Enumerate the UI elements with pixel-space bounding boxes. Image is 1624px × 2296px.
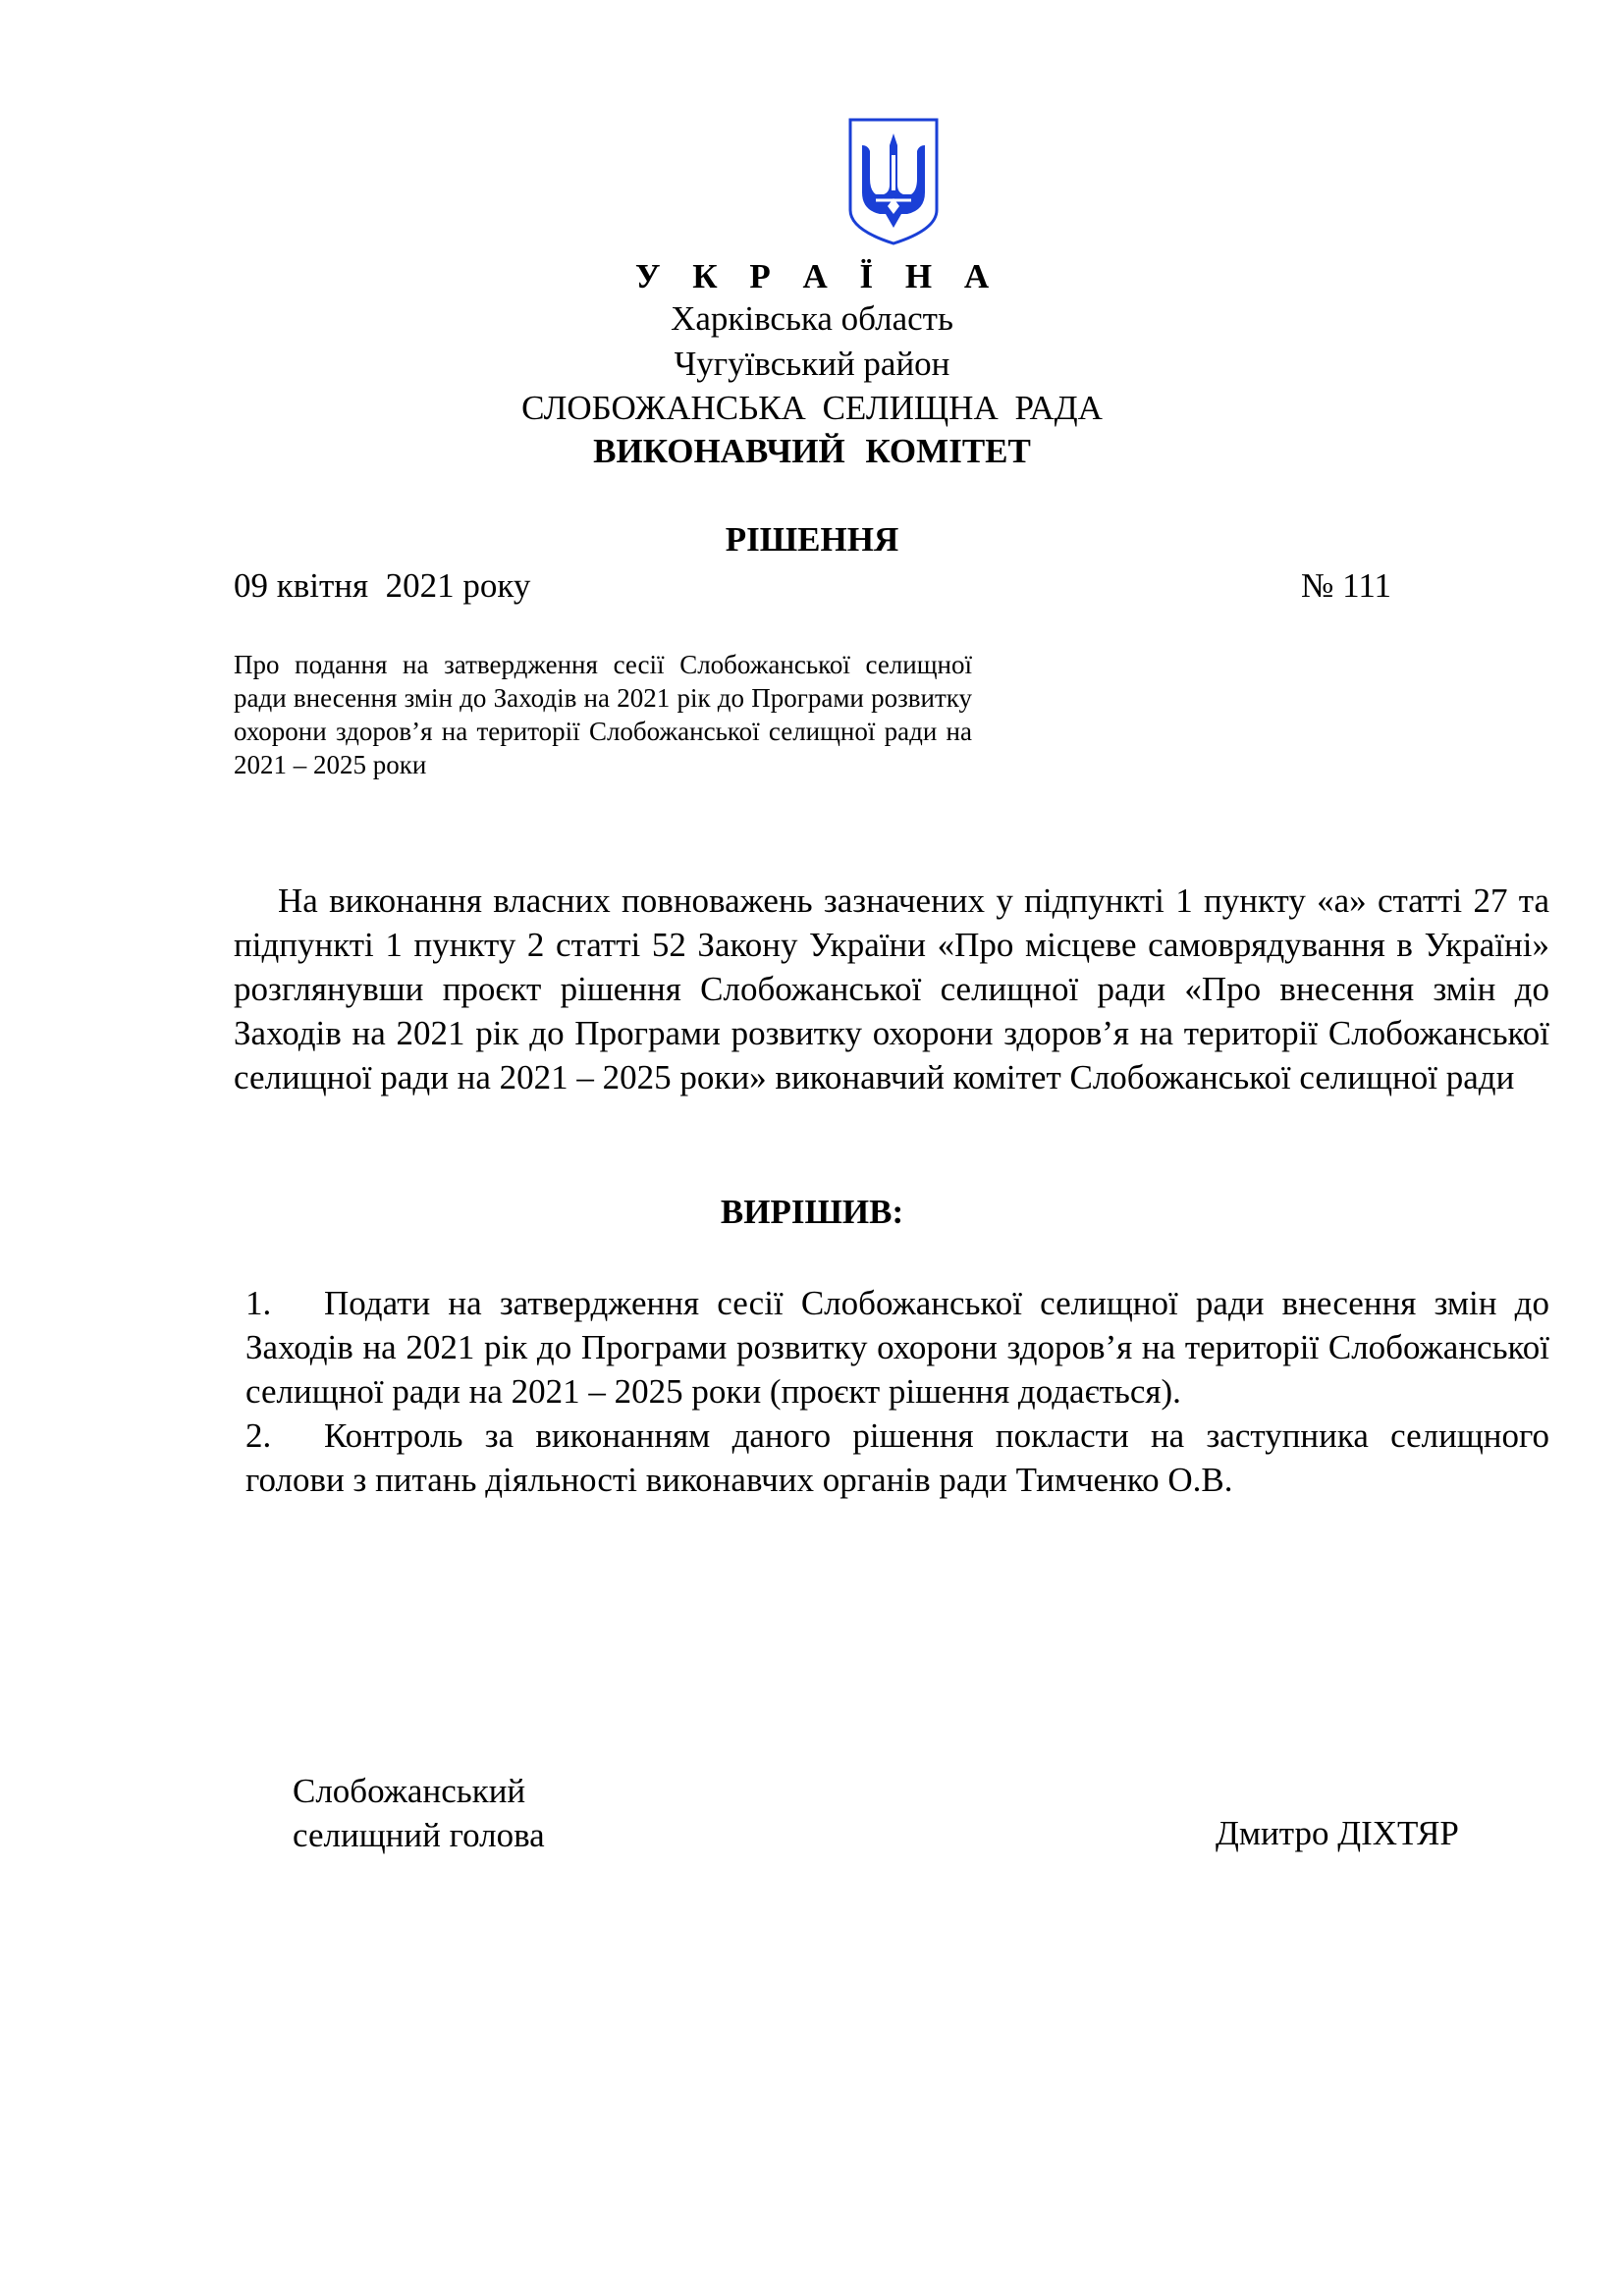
region-name: Харківська область xyxy=(671,299,953,338)
ukraine-coat-of-arms-icon xyxy=(846,116,941,247)
item-number: 1. xyxy=(245,1284,272,1322)
signatory-position-line1: Слобожанський xyxy=(293,1772,526,1810)
country-name: У К Р А Ї Н А xyxy=(634,257,1001,295)
document-date: 09 квітня 2021 року xyxy=(234,566,531,605)
resolution-item xyxy=(245,1414,1549,1502)
signatory-position-line2: селищний голова xyxy=(293,1816,545,1854)
document-subject: Про подання на затвердження сесії Слобожанської селищної ради внесення змін до Заходів на 2021 рік до Програми розвитку охорони здоров’я на території Слобожанської селищної ради на 2021 – 2025 роки xyxy=(234,650,972,779)
committee-name: ВИКОНАВЧИЙ КОМІТЕТ xyxy=(593,432,1031,470)
item-number: 2. xyxy=(245,1416,272,1455)
item-text: Подати на затвердження сесії Слобожанської селищної ради внесення змін до Заходів на 2021 рік до Програми розвитку охорони здоров’я на території Слобожанської селищної ради на 2021 – 2025 роки (проєкт рішення додається). xyxy=(245,1284,1549,1411)
document-number: № 111 xyxy=(1301,566,1392,605)
resolved-heading: ВИРІШИВ: xyxy=(720,1193,904,1231)
signatory-name: Дмитро ДІХТЯР xyxy=(1216,1814,1459,1852)
signatory-position xyxy=(293,1769,545,1857)
district-name: Чугуївський район xyxy=(674,345,950,383)
document-type-heading: РІШЕННЯ xyxy=(725,520,899,559)
resolution-item xyxy=(245,1281,1549,1414)
council-name: СЛОБОЖАНСЬКА СЕЛИЩНА РАДА xyxy=(521,389,1103,427)
preamble-paragraph: На виконання власних повноважень зазначених у підпункті 1 пункту «а» статті 27 та підпункті 1 пункту 2 статті 52 Закону України «Про місцеве самоврядування в Україні» розглянувши проєкт рішення Слобожанської селищної ради «Про внесення змін до Заходів на 2021 рік до Програми розвитку охорони здоров’я на території Слобожанської селищної ради на 2021 – 2025 роки» виконавчий комітет Слобожанської селищної ради xyxy=(234,881,1549,1096)
item-text: Контроль за виконанням даного рішення покласти на заступника селищного голови з питань діяльності виконавчих органів ради Тимченко О.В. xyxy=(245,1416,1549,1499)
resolution-items xyxy=(245,1281,1549,1502)
